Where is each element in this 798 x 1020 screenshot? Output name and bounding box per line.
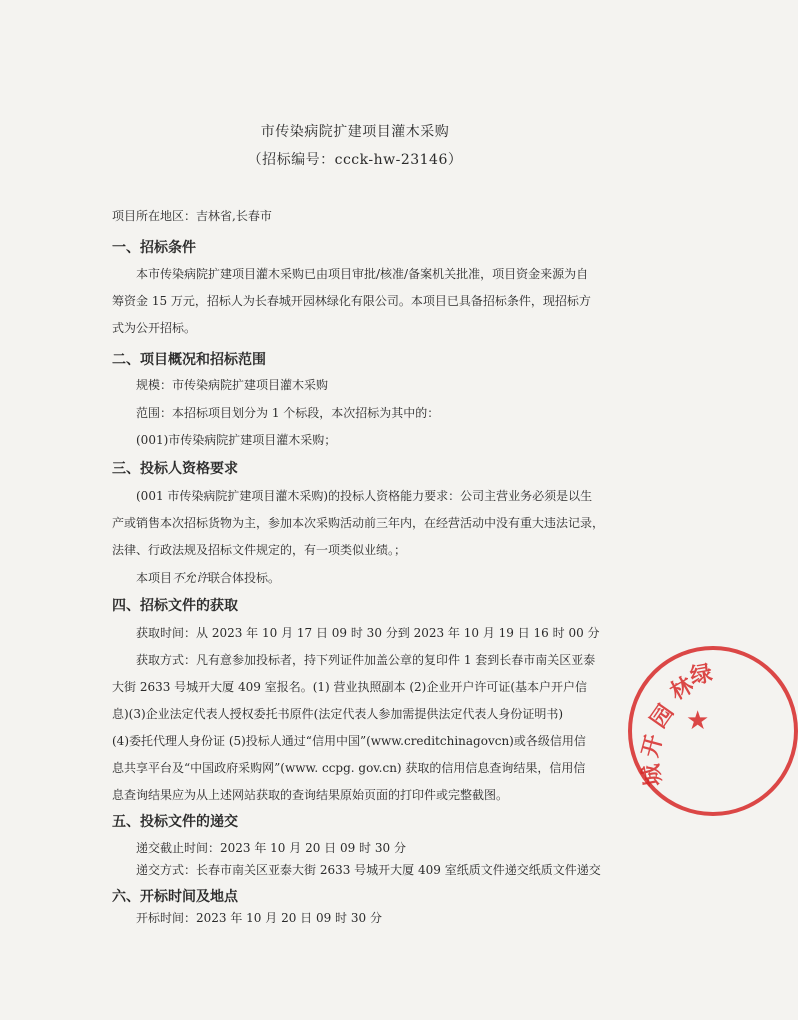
- section-6-line: 开标时间：2023 年 10 月 20 日 09 时 30 分: [136, 911, 382, 925]
- section-4-line: 获取时间：从 2023 年 10 月 17 日 09 时 30 分到 2023 年 10 月 19 日 16 时 00 分: [136, 626, 600, 640]
- section-4-line: 息)(3)企业法定代表人授权委托书原件(法定代表人参加需提供法定代表人身份证明书): [112, 707, 564, 721]
- section-4-line: 大街 2633 号城开大厦 409 室报名。(1) 营业执照副本 (2)企业开户许可证(基本户开户信: [112, 680, 588, 694]
- seal-char: 园: [646, 700, 680, 733]
- section-3-heading: 三、投标人资格要求: [112, 461, 238, 477]
- seal-char: 城: [638, 762, 668, 789]
- seal-star-icon: ★: [686, 706, 710, 736]
- section-1-line: 筹资金 15 万元，招标人为长春城开园林绿化有限公司。本项目已具备招标条件，现招标方: [112, 294, 591, 308]
- section-6-heading: 六、开标时间及地点: [112, 889, 238, 905]
- section-3-line: 法律、行政法规及招标文件规定的，有一项类似业绩。；: [112, 543, 407, 557]
- seal-char: 开: [638, 732, 668, 760]
- section-4-line: 息共享平台及“中国政府采购网”(www. ccpg. gov.cn) 获取的信用信息查询结果，信用信: [112, 761, 586, 775]
- section-4-heading: 四、招标文件的获取: [112, 598, 238, 614]
- section-5-line: 递交截止时间：2023 年 10 月 20 日 09 时 30 分: [136, 841, 406, 855]
- section-2-line: 范围：本招标项目划分为 1 个标段，本次招标为其中的：: [136, 406, 440, 420]
- joint-bid-pre: 本项目: [136, 571, 173, 585]
- section-1-line: 本市传染病院扩建项目灌木采购已由项目审批/核准/备案机关批准，项目资金来源为自: [136, 267, 589, 281]
- joint-bid-not-allowed: 不允许: [172, 571, 209, 585]
- joint-bid-note: [136, 570, 280, 586]
- section-3-line: (001 市传染病院扩建项目灌木采购)的投标人资格能力要求：公司主营业务必须是以生: [136, 489, 593, 503]
- document-title: 市传染病院扩建项目灌木采购: [260, 124, 450, 140]
- section-1-line: 式为公开招标。: [112, 321, 197, 335]
- seal-char: 绿: [688, 661, 715, 690]
- section-5-heading: 五、投标文件的递交: [112, 814, 238, 830]
- section-4-line: (4)委托代理人身份证 (5)投标人通过“信用中国”(www.creditchinagovcn)或各级信用信: [112, 734, 586, 748]
- section-1-heading: 一、招标条件: [112, 240, 196, 256]
- section-3-line: 产或销售本次招标货物为主，参加本次采购活动前三年内，在经营活动中没有重大违法记录，: [112, 516, 605, 530]
- company-seal: [628, 646, 798, 816]
- seal-char: 林: [666, 672, 698, 706]
- section-4-line: 获取方式：凡有意参加投标者，持下列证件加盖公章的复印件 1 套到长春市南关区亚泰: [136, 653, 596, 667]
- joint-bid-post: 联合体投标。: [208, 571, 281, 585]
- project-location: 项目所在地区：吉林省,长春市: [112, 209, 272, 223]
- section-2-line: (001)市传染病院扩建项目灌木采购；: [136, 433, 337, 447]
- section-5-line: 递交方式：长春市南关区亚泰大街 2633 号城开大厦 409 室纸质文件递交纸质文件递交: [136, 863, 601, 877]
- section-4-line: 息查询结果应为从上述网站获取的查询结果原始页面的打印件或完整截图。: [112, 788, 509, 802]
- tender-code: （招标编号：ccck-hw-23146）: [247, 152, 463, 168]
- section-2-line: 规模：市传染病院扩建项目灌木采购: [136, 378, 329, 392]
- section-2-heading: 二、项目概况和招标范围: [112, 352, 266, 368]
